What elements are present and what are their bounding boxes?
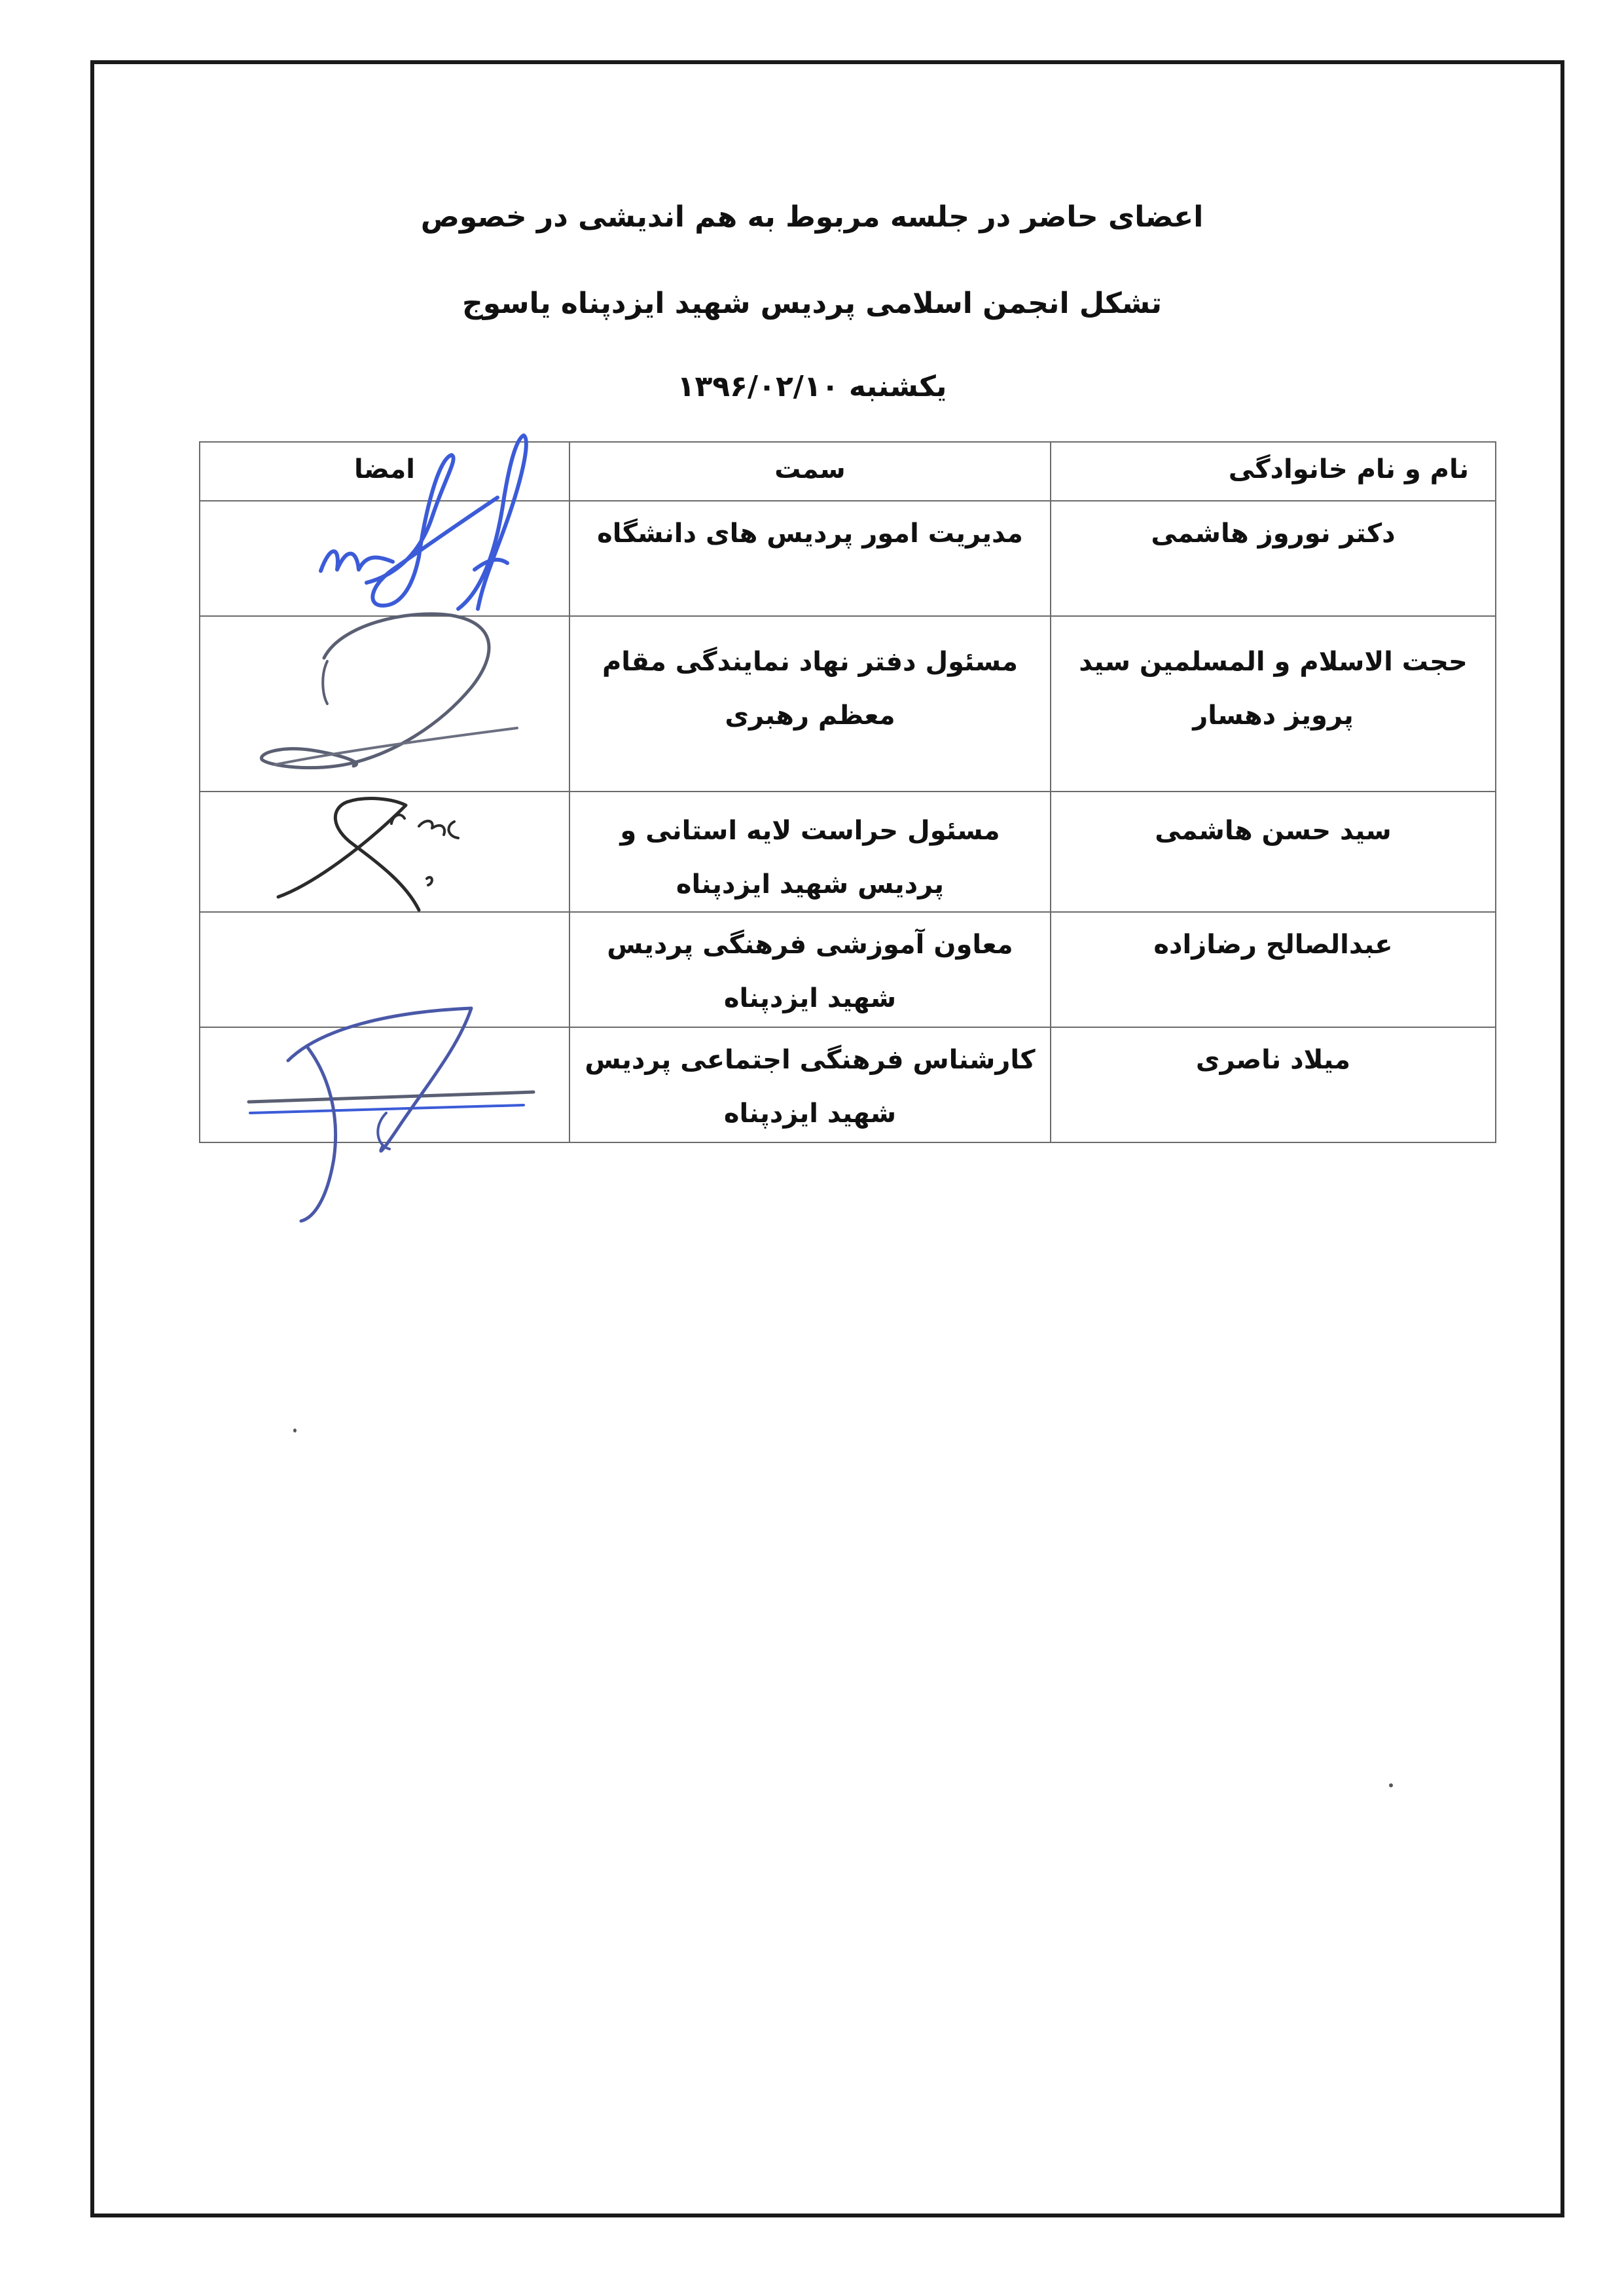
- table-row: [200, 792, 1496, 912]
- table-row: [200, 501, 1496, 616]
- member-role: مسئول دفتر نهاد نمایندگی مقام معظم رهبری: [569, 616, 1051, 792]
- member-role: مسئول حراست لایه استانی و پردیس شهید ایزدپناه: [569, 792, 1051, 912]
- signature-cell: [200, 912, 569, 1027]
- attendance-table: [199, 441, 1496, 1143]
- member-name: سید حسن هاشمی: [1051, 792, 1496, 912]
- member-name: میلاد ناصری: [1051, 1027, 1496, 1142]
- member-role: مدیریت امور پردیس های دانشگاه: [569, 501, 1051, 616]
- member-role: کارشناس فرهنگی اجتماعی پردیس شهید ایزدپناه: [569, 1027, 1051, 1142]
- document-title-line-1: اعضای حاضر در جلسه مربوط به هم اندیشی در خصوص: [420, 200, 1204, 234]
- table-header-row: [200, 442, 1496, 501]
- member-role: معاون آموزشی فرهنگی پردیس شهید ایزدپناه: [569, 912, 1051, 1027]
- document-title-line-2: تشکل انجمن اسلامی پردیس شهید ایزدپناه یاسوج: [461, 287, 1163, 320]
- scan-speck: [1389, 1783, 1393, 1787]
- table-row: [200, 1027, 1496, 1142]
- signature-cell: [200, 616, 569, 792]
- signature-cell: [200, 501, 569, 616]
- document-date: یکشنبه ۱۳۹۶/۰۲/۱۰: [677, 370, 947, 403]
- header-signature: امضا: [200, 442, 569, 501]
- header-role: سمت: [569, 442, 1051, 501]
- member-name: حجت الاسلام و المسلمین سید پرویز دهسار: [1051, 616, 1496, 792]
- signature-cell: [200, 1027, 569, 1142]
- scan-speck: [293, 1429, 297, 1432]
- table-row: [200, 616, 1496, 792]
- table-row: [200, 912, 1496, 1027]
- header-name: نام و نام خانوادگی: [1051, 442, 1496, 501]
- signature-cell: [200, 792, 569, 912]
- member-name: دکتر نوروز هاشمی: [1051, 501, 1496, 616]
- member-name: عبدالصالح رضازاده: [1051, 912, 1496, 1027]
